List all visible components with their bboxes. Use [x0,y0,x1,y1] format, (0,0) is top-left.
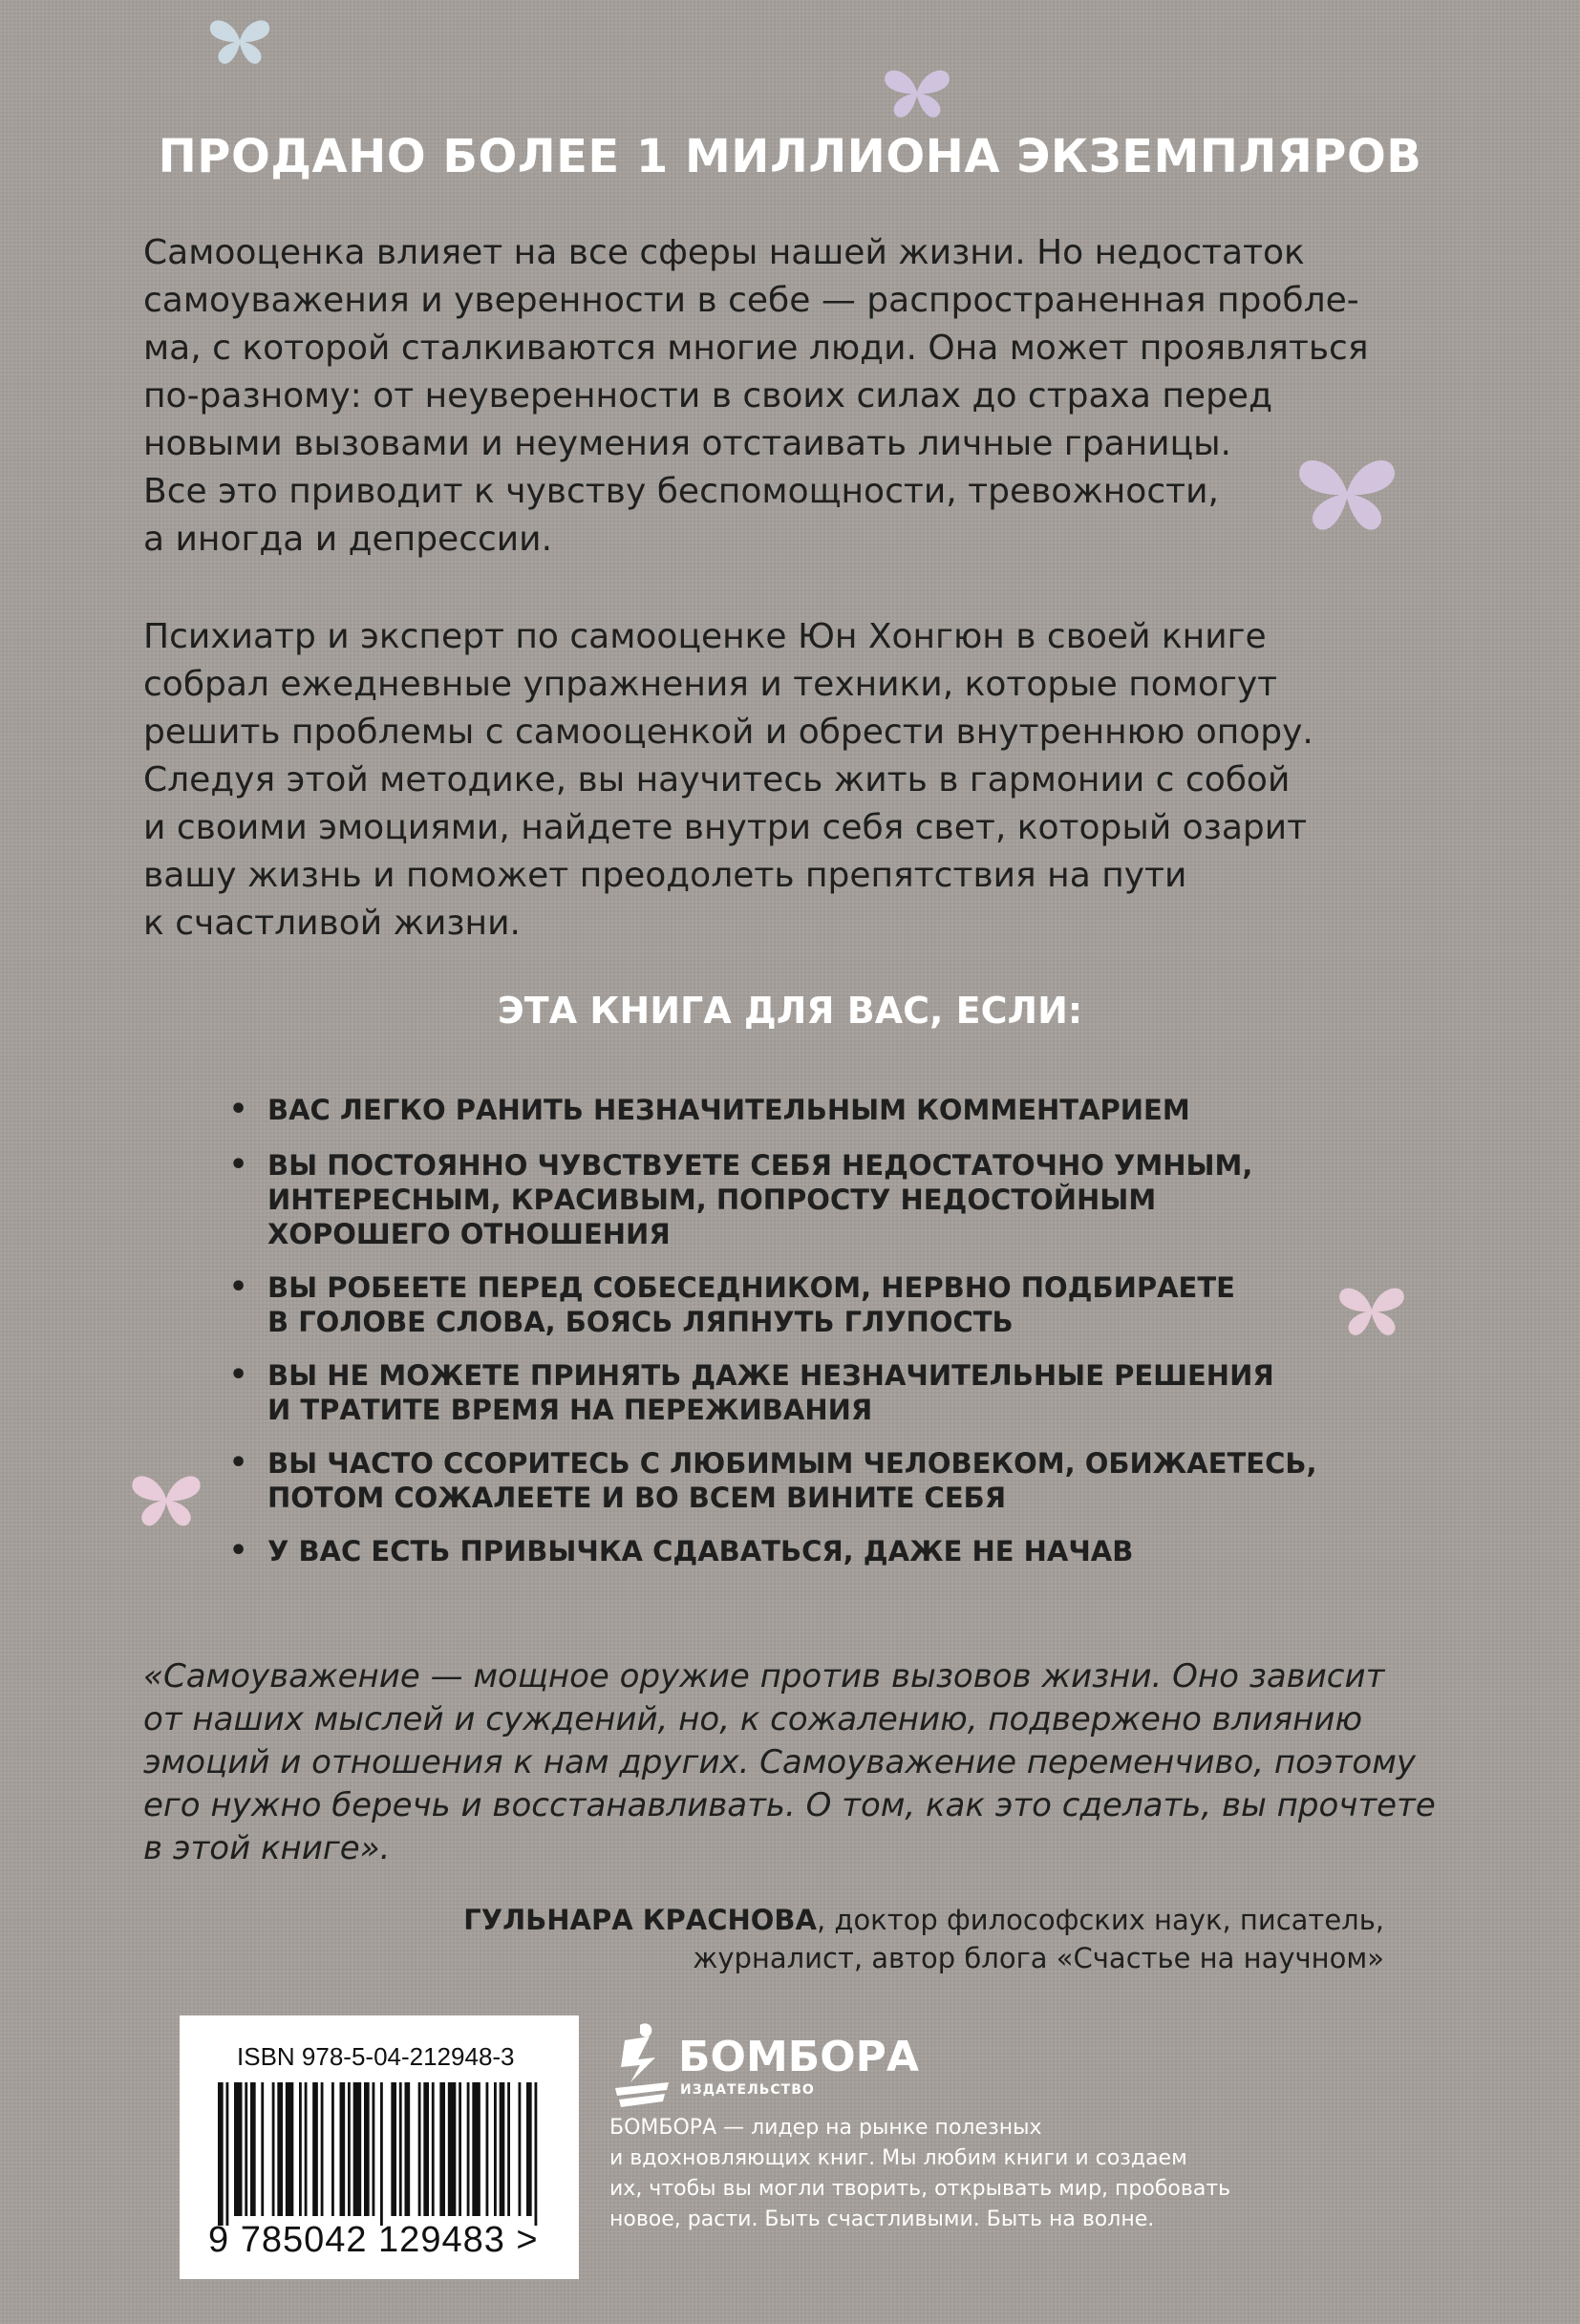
list-item [229,1148,1317,1251]
barcode-bar [373,2082,375,2216]
description-paragraph-1 [143,229,1385,564]
list-item [229,1358,1317,1427]
barcode-bar [535,2082,538,2226]
quote-line: «Самоуважение — мощное оружие против вызовов жизни. Оно зависит [143,1657,1385,1695]
list-item [229,1446,1317,1515]
barcode-bar [380,2082,383,2226]
barcode-bar [348,2082,351,2216]
list-item-text: И ТРАТИТЕ ВРЕМЯ НА ПЕРЕЖИВАНИЯ [267,1394,873,1426]
list-item-text: ВЫ ПОСТОЯННО ЧУВСТВУЕТЕ СЕБЯ НЕДОСТАТОЧНО УМНЫМ, [267,1149,1253,1182]
text-line: и своими эмоциями, найдете внутри себя свет, который озарит [143,808,1308,847]
publisher-subtitle: ИЗДАТЕЛЬСТВО [680,2082,815,2098]
text-line: по-разному: от неуверенности в своих силах до страха перед [143,376,1272,416]
barcode-bar [405,2082,411,2216]
isbn-barcode [180,2015,579,2279]
barcode-bar [467,2082,470,2216]
attribution-line [463,1901,1384,1939]
barcode-bar [432,2082,435,2216]
text-line: и вдохновляющих книг. Мы любим книги и создаем [609,2146,1187,2170]
text-line: Следуя этой методике, вы научитесь жить в гармонии с собой [143,760,1291,800]
barcode-bar [526,2082,532,2216]
section-heading: ЭТА КНИГА ДЛЯ ВАС, ЕСЛИ: [497,990,1083,1032]
list-item-text: ПОТОМ СОЖАЛЕЕТЕ И ВО ВСЕМ ВИНИТЕ СЕБЯ [267,1482,1007,1514]
publisher-name: БОМБОРА [678,2033,919,2081]
barcode-bar [299,2082,302,2216]
text-line: новыми вызовами и неумения отстаивать личные границы. [143,424,1231,463]
publisher-description [609,2113,1230,2235]
barcode-bar [340,2082,346,2216]
bullet-marker: • [229,1270,248,1304]
barcode-bar [331,2082,334,2216]
barcode-bar [507,2082,510,2216]
bullet-marker: • [229,1534,248,1567]
barcode-bar [494,2082,497,2216]
text-line: решить проблемы с самооценкой и обрести внутреннюю опору. [143,713,1313,752]
barcode-bar [500,2082,505,2216]
list-item-text: ВЫ ЧАСТО ССОРИТЕСЬ С ЛЮБИМЫМ ЧЕЛОВЕКОМ, ОБИЖАЕТЕСЬ, [267,1447,1317,1480]
barcode-bar [519,2082,522,2216]
barcode-bar [261,2082,264,2216]
author-name: ГУЛЬНАРА КРАСНОВА [463,1904,817,1936]
list-item-text: ХОРОШЕГО ОТНОШЕНИЯ [267,1218,671,1250]
quote-line: эмоций и отношения к нам других. Самоуважение переменчиво, поэтому [143,1743,1416,1781]
list-item-text: ВАС ЛЕГКО РАНИТЬ НЕЗНАЧИТЕЛЬНЫМ КОММЕНТАРИЕМ [267,1094,1190,1126]
text-line: собрал ежедневные упражнения и техники, которые помогут [143,665,1278,704]
list-item-text: ИНТЕРЕСНЫМ, КРАСИВЫМ, ПОПРОСТУ НЕДОСТОЙНЫМ [267,1183,1157,1216]
barcode-bar [364,2082,370,2216]
isbn-label: ISBN 978-5-04-212948-3 [237,2042,515,2071]
list-item-text: В ГОЛОВЕ СЛОВА, БОЯСЬ ЛЯПНУТЬ ГЛУПОСТЬ [267,1306,1014,1338]
barcode-bar [321,2082,324,2216]
text-line: самоуважения и уверенности в себе — распространенная пробле- [143,281,1359,320]
barcode-bar [439,2082,445,2216]
quote-line: в этой книге». [143,1829,391,1867]
barcode-icon [218,2082,543,2226]
text-line: Самооценка влияет на все сферы нашей жизни. Но недостаток [143,233,1305,272]
barcode-bar [305,2082,308,2216]
barcode-bar [272,2082,275,2216]
barcode-bar [472,2082,480,2216]
bullet-marker: • [229,1093,248,1126]
barcode-bar [245,2082,247,2216]
text-line: Все это приводит к чувству беспомощности, тревожности, [143,472,1219,511]
barcode-bar [423,2082,429,2216]
barcode-bar [459,2082,461,2216]
attribution-line: журналист, автор блога «Счастье на научном» [693,1942,1384,1974]
text-line: ма, с которой сталкиваются многие люди. Она может проявляться [143,329,1369,368]
quote-attribution [463,1901,1384,1977]
list-item-text: У ВАС ЕСТЬ ПРИВЫЧКА СДАВАТЬСЯ, ДАЖЕ НЕ НАЧАВ [267,1535,1134,1567]
barcode-bar [391,2082,396,2216]
bullet-marker: • [229,1446,248,1480]
list-item [229,1270,1317,1339]
list-item-text: ВЫ НЕ МОЖЕТЕ ПРИНЯТЬ ДАЖЕ НЕЗНАЧИТЕЛЬНЫЕ РЕШЕНИЯ [267,1359,1274,1392]
description-paragraph-2 [143,613,1385,948]
barcode-bar [218,2082,224,2226]
barcode-bar [226,2082,229,2226]
butterfly-icon [128,1467,204,1530]
list-item-text: ВЫ РОБЕЕТЕ ПЕРЕД СОБЕСЕДНИКОМ, НЕРВНО ПОДБИРАЕТЕ [267,1271,1235,1304]
bullet-list [229,1093,1317,1568]
bombora-logo-icon [611,2021,674,2113]
quote-line: его нужно беречь и восстанавливать. О том, как это сделать, вы прочтете [143,1786,1436,1824]
barcode-digits: 9 785042 129483 > [208,2220,539,2260]
list-item [229,1534,1317,1568]
barcode-bar [250,2082,256,2216]
barcode-bar [399,2082,402,2216]
text-line: вашу жизнь и поможет преодолеть препятствия на пути [143,856,1187,895]
bullet-marker: • [229,1358,248,1392]
quote-line: от наших мыслей и суждений, но, к сожалению, подвержено влиянию [143,1700,1363,1738]
butterfly-icon [1335,1280,1408,1339]
barcode-bar [418,2082,421,2216]
barcode-bar [277,2082,283,2216]
barcode-bar [353,2082,362,2216]
headline: ПРОДАНО БОЛЕЕ 1 МИЛЛИОНА ЭКЗЕМПЛЯРОВ [158,130,1422,183]
text-line: новое, расти. Быть счастливыми. Быть на волне. [609,2207,1155,2231]
barcode-bar [234,2082,243,2216]
list-item [229,1093,1317,1127]
text-line: а иногда и депрессии. [143,520,553,559]
text-line: Психиатр и эксперт по самооценке Юн Хонгюн в своей книге [143,617,1267,656]
barcode-bar [312,2082,318,2216]
butterfly-icon [881,61,953,122]
butterfly-icon [206,13,273,67]
text-line: их, чтобы вы могли творить, открывать мир, пробовать [609,2177,1231,2201]
bullet-marker: • [229,1148,248,1182]
author-role: , доктор философских наук, писатель, [816,1904,1384,1936]
barcode-bar [448,2082,457,2216]
testimonial-quote [143,1655,1436,1870]
text-line: к счастливой жизни. [143,904,521,943]
barcode-bar [286,2082,294,2216]
barcode-bar [486,2082,489,2216]
text-line: БОМБОРА — лидер на рынке полезных [609,2116,1042,2140]
